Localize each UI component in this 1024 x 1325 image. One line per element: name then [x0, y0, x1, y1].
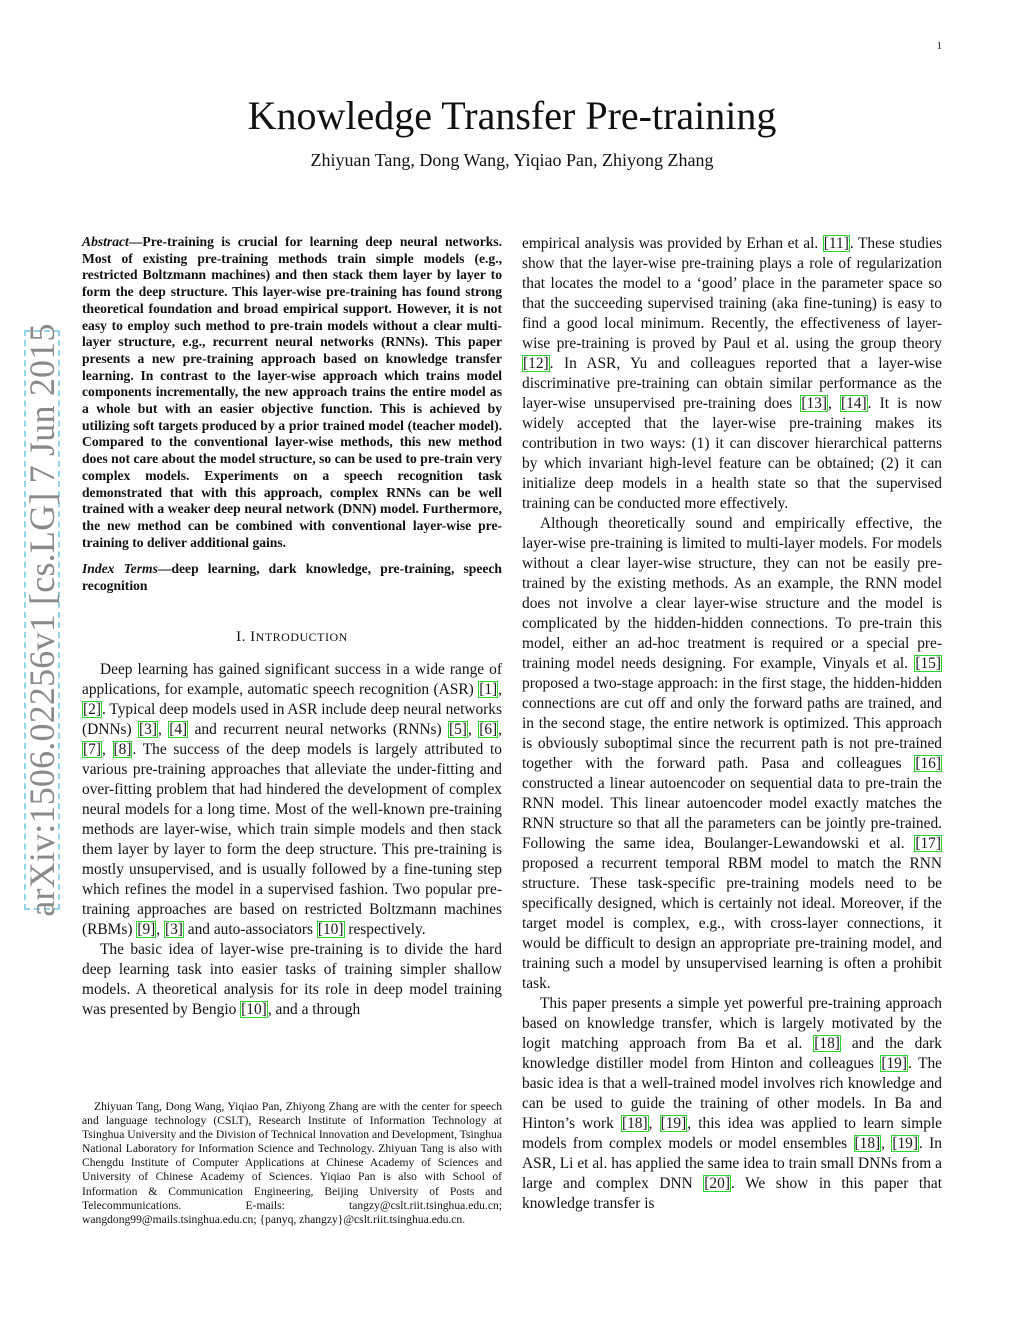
- citation-link[interactable]: [18]: [621, 1115, 648, 1132]
- citation-link[interactable]: [8]: [113, 740, 132, 758]
- paragraph-text: constructed a linear autoencoder on sequential data to pre-train the RNN model. This linear autoencoder model exactly matches the RNN structure so that all the parameters can be jointly pre-trained. Following the same idea, Boulanger-Lewandowski et al.: [522, 775, 942, 852]
- paragraph-text: ,: [498, 680, 502, 698]
- paragraph-text: proposed a recurrent temporal RBM model to match the RNN structure. These task-specific pre-training models need to be specifically designed, which is certainly not ideal. Moreover, if the target model is complex, e.g., with cross-layer connections, it would be difficult to design an appropriate pre-training model, and training such a model by unsupervised learning is often a prohibit task.: [522, 855, 942, 992]
- arxiv-stamp: [2, 323, 62, 917]
- citation-link[interactable]: [19]: [881, 1055, 907, 1072]
- paragraph-text: ,: [157, 720, 169, 738]
- citation-link[interactable]: [12]: [523, 355, 549, 372]
- left-column: [82, 234, 502, 1020]
- citation-link[interactable]: [4]: [169, 720, 188, 738]
- section-first-letter: I: [250, 628, 256, 645]
- citation-link[interactable]: [2]: [83, 700, 101, 718]
- citation-link[interactable]: [5]: [448, 720, 467, 738]
- abstract-text: —Pre-training is crucial for learning deep neural networks. Most of existing pre-training methods train simple models (e.g., restricted Boltzmann machines) and then stack them layer by layer to form the deep structure. This layer-wise pre-training has found strong theoretical foundation and broad empirical support. However, it is not easy to employ such method to pre-train models without a clear multi-layer structure, e.g., recurrent neural networks (RNNs). This paper presents a new pre-training approach based on knowledge transfer learning. In contrast to the layer-wise approach which trains model components incrementally, the new approach trains the entire model as a whole but with an easier objective function. This is achieved by utilizing soft targets produced by a prior trained model (teacher model). Compared to the conventional layer-wise methods, this new method does not care about the model structure, so can be used to pre-train very complex models. Experiments on a speech recognition task demonstrated that with this approach, complex RNNs can be well trained with a weaker deep neural network (DNN) model. Furthermore, the new method can be combined with conventional layer-wise pre-training to deliver additional gains.: [82, 234, 502, 550]
- paragraph-text: , and a through: [267, 1000, 361, 1018]
- paragraph-right-3: [522, 994, 942, 1214]
- paragraph-text: and auto-associators: [183, 920, 317, 938]
- citation-link[interactable]: [16]: [915, 755, 941, 772]
- paragraph-text: . In ASR, Yu and colleagues reported that a layer-wise discriminative pre-training can obtain similar performance as the layer-wise unsupervised pre-training does: [522, 355, 942, 412]
- abstract-label: Abstract: [82, 234, 129, 249]
- citation-link[interactable]: [18]: [814, 1035, 840, 1052]
- paragraph-text: . We show in this paper that knowledge transfer is: [522, 1175, 942, 1212]
- paragraph-text: . Typical deep models used in ASR include deep neural networks (DNNs): [82, 700, 502, 738]
- paragraph-left-2: [82, 940, 502, 1020]
- paragraph-text: ,: [648, 1115, 660, 1132]
- citation-link[interactable]: [11]: [823, 235, 849, 252]
- page-number: 1: [936, 40, 942, 52]
- paragraph-text: . The success of the deep models is largely attributed to various pre-training approaches that alleviate the under-fitting and over-fitting problem that had hindered the development of complex neural models for a long time. Most of the well-known pre-training methods are layer-wise, which train simple models and then stack them layer by layer to form the deep structure. This pre-training is mostly unsupervised, and is usually followed by a fine-tuning step which refines the model in a supervised fashion. Two popular pre-training approaches are based on restricted Boltzmann machines (RBMs): [82, 740, 502, 938]
- citation-link[interactable]: [9]: [137, 920, 156, 938]
- citation-link[interactable]: [7]: [83, 740, 101, 758]
- citation-link[interactable]: [15]: [915, 655, 941, 672]
- paragraph-right-1: [522, 234, 942, 514]
- paragraph-text: empirical analysis was provided by Erhan et al.: [522, 235, 823, 252]
- paragraph-text: ,: [498, 720, 503, 738]
- author-footnote: Zhiyuan Tang, Dong Wang, Yiqiao Pan, Zhiyong Zhang are with the center for speech and language technology (CSLT), Research Institute of Information Technology at Tsinghua University and the Division of Technical Innovation and Development, Tsinghua National Laboratory for Information Science and Technology. Zhiyuan Tang is also with Chengdu Institute of Computer Applications at Chinese Academy of Sciences and University of Chinese Academy of Sciences. Yiqiao Pan is also with School of Information & Communication Engineering, Beijing University of Posts and Telecommunications. E-mails: tangzy@cslt.riit.tsinghua.edu.cn; wangdong99@mails.tsinghua.edu.cn; {panyq, zhangzy}@cslt.riit.tsinghua.edu.cn.: [82, 1100, 502, 1226]
- paragraph-text: Although theoretically sound and empirically effective, the layer-wise pre-training is limited to multi-layer models. For models without a clear layer-wise structure, they can not be easily pre-trained by the existing methods. As an example, the RNN model does not involve a clear layer-wise structure and the model is complicated by the hidden-hidden connections. To pre-train this model, either an ad-hoc treatment is required or a special pre-training model needs designing. For example, Vinyals et al.: [522, 515, 942, 672]
- paragraph-text: respectively.: [344, 920, 426, 938]
- paragraph-text: ,: [101, 740, 113, 758]
- citation-link[interactable]: [17]: [915, 835, 941, 852]
- paragraph-right-2: [522, 514, 942, 994]
- paragraph-text: proposed a two-stage approach: in the first stage, the hidden-hidden connections are cut off and only the forward paths are trained, and in the second stage, the entire network is optimized. This approach is obviously suboptimal since the recurrent path is not pre-trained together with the forward path. Pasa and colleagues: [522, 675, 942, 772]
- citation-link[interactable]: [14]: [840, 395, 867, 412]
- citation-link[interactable]: [6]: [479, 720, 498, 738]
- index-terms-text: —deep learning, dark knowledge, pre-training, speech recognition: [82, 561, 502, 594]
- arxiv-id: arXiv:1506.02256v1 [cs.LG] 7 Jun 2015: [22, 323, 62, 917]
- paragraph-text: ,: [156, 920, 164, 938]
- citation-link[interactable]: [10]: [317, 920, 344, 938]
- paragraph-text: Deep learning has gained significant success in a wide range of applications, for example, automatic speech recognition (ASR): [82, 660, 502, 698]
- section-rest: NTRODUCTION: [255, 629, 348, 644]
- paragraph-text: . These studies show that the layer-wise pre-training plays a role of regularization that locates the model to a ‘good’ place in the parameter space so that the succeeding supervised training (aka fine-tuning) is easy to find a good local minimum. Recently, the effectiveness of layer-wise pre-training is proved by Paul et al. using the group theory: [522, 235, 943, 352]
- paragraph-text: . The basic idea is that a well-trained model involves rich knowledge and can be used to guide the training of other models. In Ba and Hinton’s work: [522, 1055, 942, 1132]
- citation-link[interactable]: [3]: [139, 720, 157, 738]
- abstract: [82, 234, 502, 551]
- paragraph-text: and recurrent neural networks (RNNs): [188, 720, 448, 738]
- paragraph-text: and the dark knowledge distiller model from Hinton and colleagues: [522, 1035, 942, 1072]
- paragraph-text: , this idea was applied to learn simple models from complex models or model ensembles: [522, 1115, 943, 1152]
- citation-link[interactable]: [18]: [854, 1135, 881, 1152]
- section-number: I.: [236, 628, 251, 645]
- paper-title: Knowledge Transfer Pre-training: [247, 93, 777, 138]
- paragraph-text: This paper presents a simple yet powerful pre-training approach based on knowledge transfer, which is largely motivated by the logit matching approach from Ba et al.: [522, 995, 942, 1052]
- paragraph-text: ,: [467, 720, 479, 738]
- citation-link[interactable]: [13]: [801, 395, 827, 412]
- paragraph-text: ,: [881, 1135, 892, 1152]
- citation-link[interactable]: [19]: [892, 1135, 918, 1152]
- paragraph-text: . It is now widely accepted that the layer-wise pre-training makes its contribution in two ways: (1) it can discover hierarchical patterns by which invariant high-level feature can be obtained; (2) it can initialize deep models in a health state so that the supervised training can be conducted more effectively.: [522, 395, 942, 512]
- citation-link[interactable]: [19]: [660, 1115, 687, 1132]
- index-terms: [82, 561, 502, 594]
- paragraph-text: ,: [827, 395, 840, 412]
- citation-link[interactable]: [20]: [704, 1175, 730, 1192]
- citation-link[interactable]: [1]: [479, 680, 498, 698]
- paragraph-text: The basic idea of layer-wise pre-training is to divide the hard deep learning task into easier tasks of training simpler shallow models. A theoretical analysis for its role in deep model training was presented by Bengio: [82, 940, 502, 1018]
- citation-link[interactable]: [3]: [164, 920, 183, 938]
- paper-authors: Zhiyuan Tang, Dong Wang, Yiqiao Pan, Zhiyong Zhang: [310, 150, 714, 170]
- index-terms-label: Index Terms: [82, 561, 158, 577]
- section-heading: [82, 629, 502, 646]
- paragraph-text: . In ASR, Li et al. has applied the same idea to train small DNNs from a large and complex DNN: [522, 1135, 942, 1192]
- paragraph-left-1: [82, 660, 502, 940]
- right-column: [522, 234, 942, 1214]
- citation-link[interactable]: [10]: [241, 1000, 267, 1018]
